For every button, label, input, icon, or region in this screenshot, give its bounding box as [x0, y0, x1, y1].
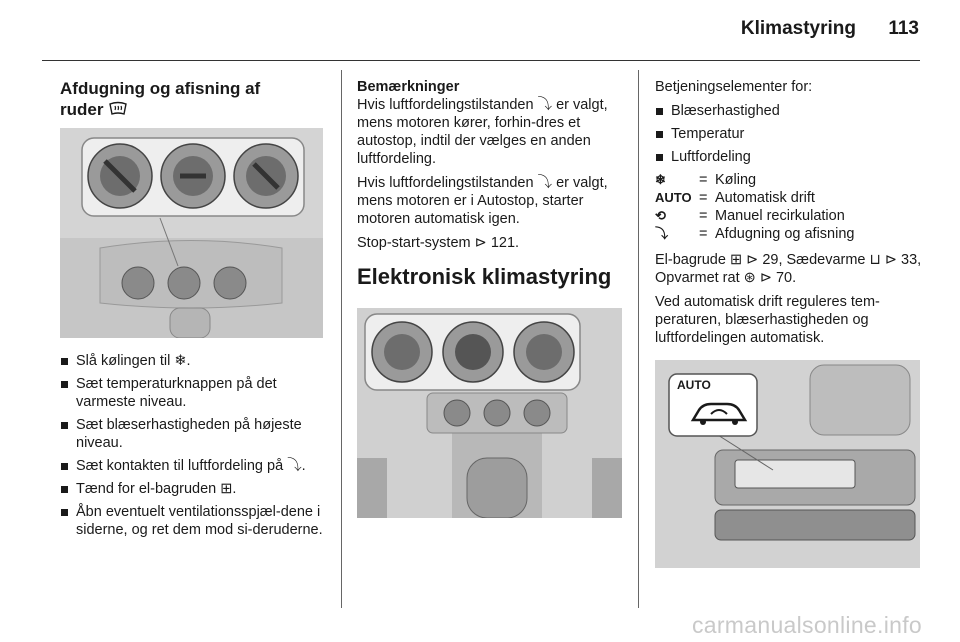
definition-text: Automatisk drift [715, 190, 815, 206]
watermark: carmanualsonline.info [691, 612, 922, 638]
list-item: Sæt blæserhastigheden på højeste niveau. [60, 416, 330, 452]
list-item: Sæt temperaturknappen på det varmeste niveau. [60, 375, 330, 411]
list-item: Åbn eventuelt ventilationsspjæl-dene i siderne, og ret dem mod si-deruderne. [60, 503, 330, 539]
list-item: Sæt kontakten til luftfordeling på ⤵. [60, 457, 330, 475]
electronic-climate-illustration [357, 308, 622, 518]
auto-climate-illustration [655, 360, 920, 568]
section-heading-defrost: Afdugning og afisning af ruder [60, 79, 261, 119]
controls-list [655, 102, 935, 166]
middle-column [357, 78, 627, 290]
auto-label: AUTO [677, 378, 711, 392]
note-title: Bemærkninger [357, 79, 460, 95]
controls-intro: Betjeningselementer for: [655, 79, 813, 95]
windscreen-defrost-icon [108, 101, 128, 117]
defrost-steps [60, 352, 330, 539]
column-divider [341, 70, 342, 608]
symbol: ⟲ [655, 208, 666, 223]
cross-reference: Stop-start-system ⊳ 121. [357, 235, 520, 251]
list-item: Blæserhastighed [655, 102, 935, 120]
header-rule [42, 60, 920, 61]
recirculation-icon [689, 398, 749, 428]
definition-text: Manuel recirkulation [715, 208, 845, 224]
list-item: Temperatur [655, 125, 935, 143]
left-bullets [60, 352, 330, 544]
list-item: Luftfordeling [655, 148, 935, 166]
dashboard-drawing [357, 308, 622, 518]
symbol: AUTO [655, 190, 692, 205]
symbol: ❄ [655, 172, 666, 187]
note-paragraph: Hvis luftfordelingstilstanden ⤵ er valgt, mens motoren er i Autostop, starter motoren automatisk igen. [357, 175, 608, 227]
heating-references: El-bagrude ⊞ ⊳ 29, Sædevarme ⊔ ⊳ 33, Opvarmet rat ⊛ ⊳ 70. [655, 252, 922, 286]
climate-control-illustration [60, 128, 323, 338]
section-heading-electronic: Elektronisk klimastyring [357, 264, 612, 289]
page-number: 113 [888, 18, 919, 39]
auto-mode-paragraph: Ved automatisk drift reguleres tem-peraturen, blæserhastigheden og luftfordelingen automatisk. [655, 294, 880, 346]
running-header-title: Klimastyring [740, 18, 856, 39]
definition-text: Afdugning og afisning [715, 226, 855, 242]
note-paragraph: Hvis luftfordelingstilstanden ⤵ er valgt, mens motoren kører, forhin-dres et autostop, indtil der vælges en anden luftfordeling. [357, 97, 608, 167]
symbol-definitions: ❄ = Køling AUTO = Automatisk drift ⟲ = Manuel recirkulation ⤵ = Afdugning og afisning [655, 171, 935, 243]
right-column [655, 78, 935, 353]
dashboard-drawing [60, 128, 323, 338]
list-item: Slå kølingen til ❄. [60, 352, 330, 370]
symbol: ⤵ [655, 226, 669, 241]
definition-text: Køling [715, 172, 757, 188]
column-divider [638, 70, 639, 608]
list-item: Tænd for el-bagruden ⊞. [60, 480, 330, 498]
left-column [60, 78, 330, 120]
